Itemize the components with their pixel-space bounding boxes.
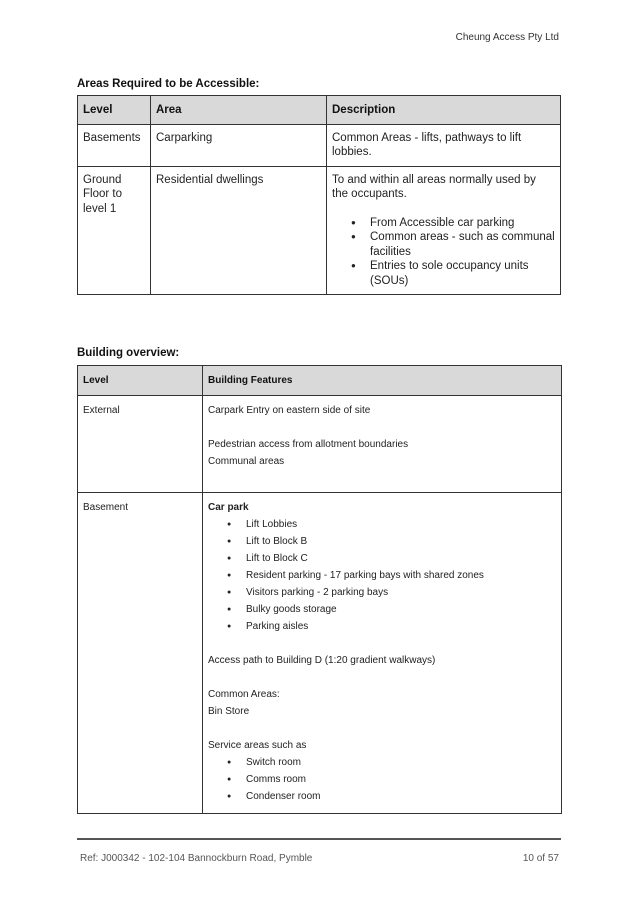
overview-table [77,365,562,814]
cell-description: Common Areas - lifts, pathways to lift lobbies. [327,124,561,166]
access-path-text: Access path to Building D (1:20 gradient walkways) [208,655,436,666]
cell-features [203,396,562,493]
list-item: ● Common areas - such as communal facilities [332,230,555,259]
feature-text: Communal areas [208,456,285,467]
areas-section-title: Areas Required to be Accessible: [77,78,260,90]
header-company: Cheung Access Pty Ltd [455,32,559,43]
table-row [78,493,562,814]
footer-reference: Ref: J000342 - 102-104 Bannockburn Road, Pymble [80,853,313,864]
table-row [78,396,562,493]
bin-store-text: Bin Store [208,706,250,717]
feature-text: Pedestrian access from allotment boundaries [208,439,409,450]
service-list [208,754,556,805]
cell-level: Ground Floor to level 1 [78,166,151,295]
cell-level: Basement [78,493,203,814]
cell-description [327,166,561,295]
carpark-heading: Car park [208,502,249,513]
list-item: ● Visitors parking - 2 parking bays [208,584,556,601]
footer-divider [77,838,561,840]
areas-table [77,95,561,295]
list-item: ● Comms room [208,771,556,788]
list-item: ● Entries to sole occupancy units (SOUs) [332,259,555,288]
list-item: ● Lift to Block B [208,533,556,550]
col-header-area: Area [151,96,327,125]
cell-area: Carparking [151,124,327,166]
list-item: ● Parking aisles [208,618,556,635]
common-areas-label: Common Areas: [208,689,280,700]
footer-page-number: 10 of 57 [522,853,559,864]
col-header-level: Level [78,96,151,125]
cell-level: External [78,396,203,493]
cell-level: Basements [78,124,151,166]
areas-header-row [78,96,561,125]
list-item: ● From Accessible car parking [332,216,555,231]
table-row [78,166,561,295]
col-header-building-features: Building Features [203,366,562,396]
carpark-list [208,516,556,635]
list-item: ● Bulky goods storage [208,601,556,618]
feature-text: Carpark Entry on eastern side of site [208,405,371,416]
description-bullets [332,216,555,289]
list-item: ● Resident parking - 17 parking bays with shared zones [208,567,556,584]
overview-header-row [78,366,562,396]
cell-area: Residential dwellings [151,166,327,295]
list-item: ● Switch room [208,754,556,771]
cell-features [203,493,562,814]
description-text: To and within all areas normally used by the occupants. [332,173,536,200]
list-item: ● Condenser room [208,788,556,805]
service-areas-label: Service areas such as [208,740,307,751]
col-header-level: Level [78,366,203,396]
col-header-description: Description [327,96,561,125]
table-row [78,124,561,166]
list-item: ● Lift Lobbies [208,516,556,533]
overview-section-title: Building overview: [77,347,180,359]
list-item: ● Lift to Block C [208,550,556,567]
